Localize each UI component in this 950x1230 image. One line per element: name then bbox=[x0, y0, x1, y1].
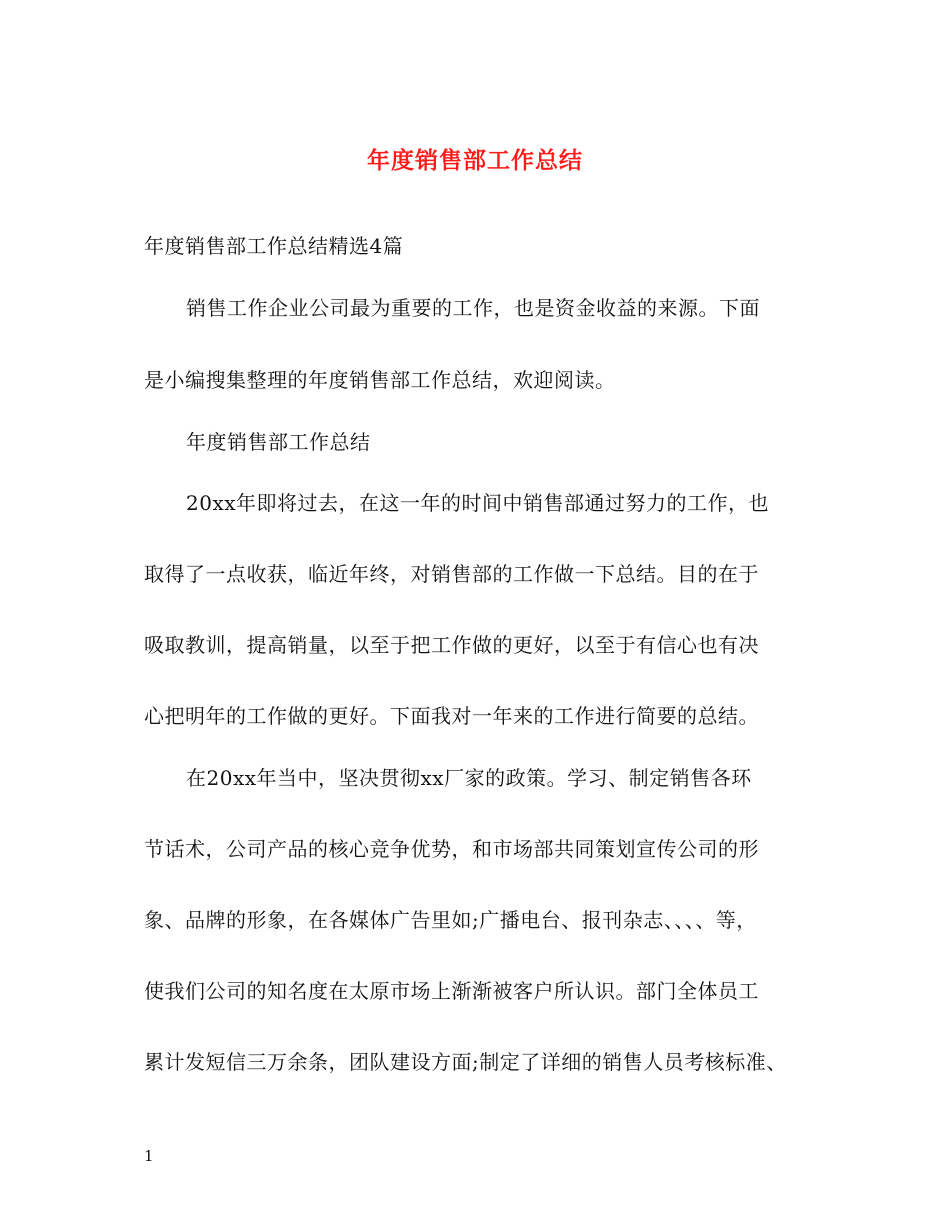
paragraph-line: 是小编搜集整理的年度销售部工作总结，欢迎阅读。 bbox=[144, 368, 616, 392]
paragraph-line: 使我们公司的知名度在太原市场上渐渐被客户所认识。部门全体员工 bbox=[144, 979, 759, 1003]
paragraph-line: 象、品牌的形象，在各媒体广告里如;广播电台、报刊杂志、、、、等， bbox=[144, 908, 757, 932]
paragraph-line: 在20xx年当中，坚决贯彻xx厂家的政策。学习、制定销售各环 bbox=[186, 766, 752, 790]
page-number: 1 bbox=[144, 1147, 154, 1165]
paragraph-line: 吸取教训，提高销量，以至于把工作做的更好，以至于有信心也有决 bbox=[144, 633, 759, 657]
paragraph-line: 心把明年的工作做的更好。下面我对一年来的工作进行简要的总结。 bbox=[144, 704, 759, 728]
paragraph-line: 节话术，公司产品的核心竞争优势，和市场部共同策划宣传公司的形 bbox=[144, 837, 759, 861]
paragraph-line: 累计发短信三万余条，团队建设方面;制定了详细的销售人员考核标准、 bbox=[144, 1050, 787, 1074]
document-title: 年度销售部工作总结 bbox=[367, 148, 583, 174]
subtitle-line: 年度销售部工作总结精选4篇 bbox=[144, 234, 404, 258]
paragraph-line: 取得了一点收获，临近年终，对销售部的工作做一下总结。目的在于 bbox=[144, 562, 759, 586]
paragraph-line: 20xx年即将过去，在这一年的时间中销售部通过努力的工作，也 bbox=[186, 491, 770, 515]
section-heading: 年度销售部工作总结 bbox=[186, 430, 371, 454]
paragraph-line: 销售工作企业公司最为重要的工作，也是资金收益的来源。下面 bbox=[186, 296, 760, 320]
